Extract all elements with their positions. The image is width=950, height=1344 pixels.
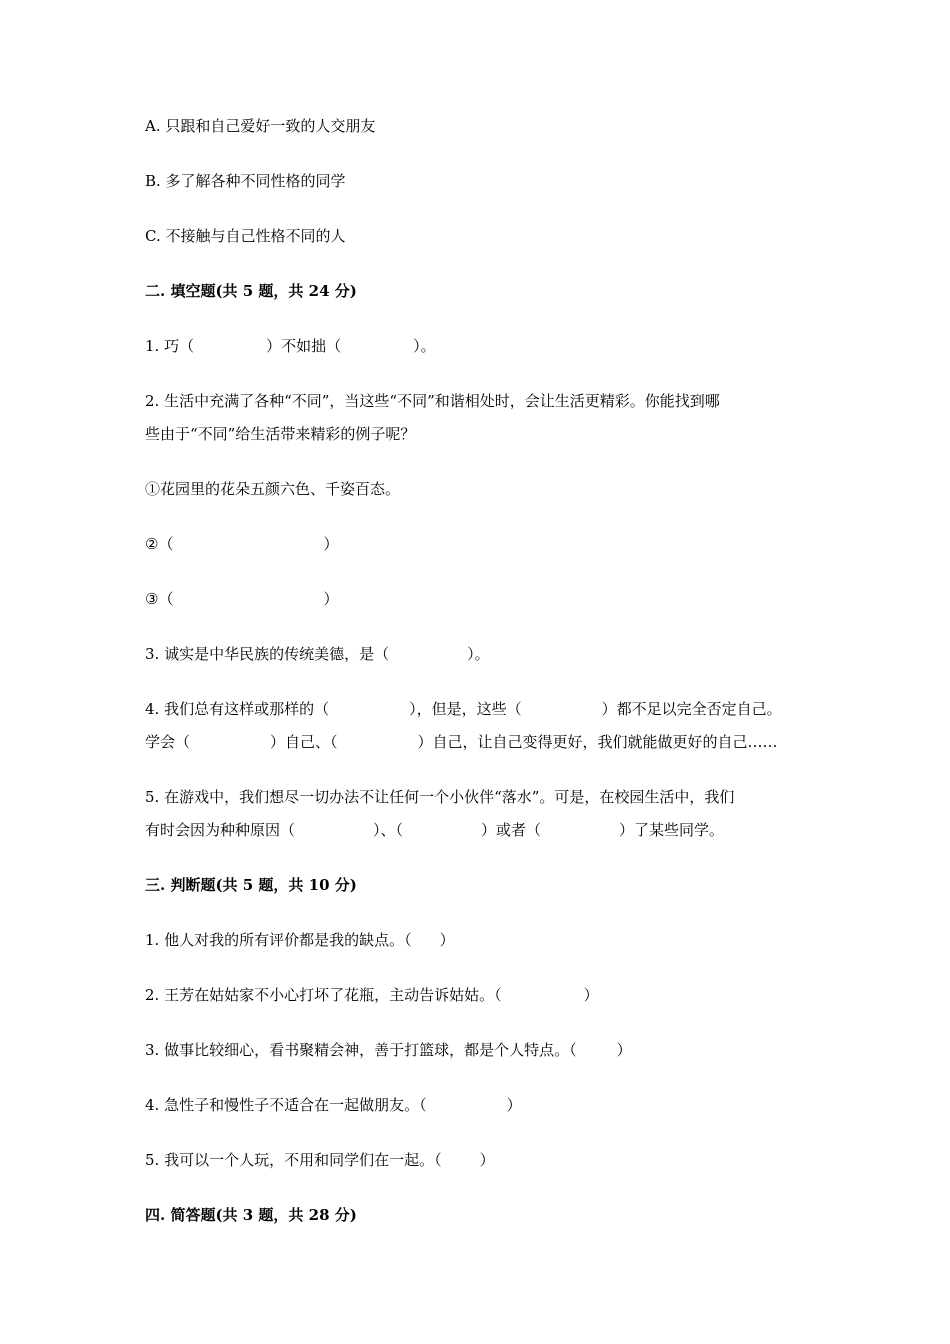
q5-part4: ）了某些同学。 (619, 821, 725, 839)
answer-blank (173, 603, 323, 604)
option-a: A. 只跟和自己爱好一致的人交朋友 (145, 117, 376, 135)
q5-part2: ）、（ (373, 821, 404, 839)
answer-blank (577, 1054, 617, 1055)
answer-blank (522, 713, 602, 714)
fill-question-3 (145, 645, 490, 663)
example-2-close: ） (323, 535, 339, 553)
q4-part1: 4. 我们总有这样或那样的（ (145, 700, 330, 718)
answer-blank (502, 999, 584, 1000)
judge-3-close: ） (616, 1041, 632, 1059)
judge-question-5 (145, 1151, 495, 1169)
option-b: B. 多了解各种不同性格的同学 (145, 172, 346, 190)
fill-question-1 (145, 337, 436, 355)
answer-blank (338, 746, 418, 747)
option-c: C. 不接触与自己性格不同的人 (145, 227, 346, 245)
section-2-heading: 二. 填空题(共 5 题，共 24 分) (145, 282, 357, 300)
judge-question-1 (145, 931, 455, 949)
example-3 (145, 590, 338, 608)
q5-part1: 有时会因为种种原因（ (145, 821, 296, 839)
fill-question-2-line1: 2. 生活中充满了各种“不同”，当这些“不同”和谐相处时，会让生活更精彩。你能找到哪 (145, 392, 720, 410)
answer-blank (442, 1164, 480, 1165)
judge-1-close: ） (439, 931, 455, 949)
q4-part4: 学会（ (145, 733, 191, 751)
answer-blank (295, 834, 373, 835)
judge-question-4 (145, 1096, 522, 1114)
answer-blank (329, 713, 409, 714)
example-3-open: ③（ (145, 590, 174, 608)
judge-3-text: 3. 做事比较细心，看书聚精会神，善于打篮球，都是个人特点。（ (145, 1041, 577, 1059)
judge-1-text: 1. 他人对我的所有评价都是我的缺点。（ (145, 931, 412, 949)
fill-question-5-line1: 5. 在游戏中，我们想尽一切办法不让任何一个小伙伴“落水”。可是，在校园生活中，我们 (145, 788, 735, 806)
example-2-open: ②（ (145, 535, 174, 553)
q5-part3: ）或者（ (481, 821, 542, 839)
answer-blank (173, 548, 323, 549)
fill-question-5-line2 (145, 821, 724, 839)
judge-5-text: 5. 我可以一个人玩，不用和同学们在一起。（ (145, 1151, 442, 1169)
answer-blank (341, 350, 413, 351)
section-3-heading: 三. 判断题(共 5 题，共 10 分) (145, 876, 357, 894)
q4-part2: ），但是，这些（ (409, 700, 522, 718)
q4-part6: ）自己，让自己变得更好，我们就能做更好的自己…… (417, 733, 778, 751)
fill-question-4-line2 (145, 733, 778, 751)
q4-part3: ）都不足以完全否定自己。 (601, 700, 782, 718)
answer-blank (427, 1109, 507, 1110)
answer-blank (541, 834, 619, 835)
answer-blank (194, 350, 266, 351)
judge-4-text: 4. 急性子和慢性子不适合在一起做朋友。（ (145, 1096, 427, 1114)
answer-blank (190, 746, 270, 747)
judge-5-close: ） (479, 1151, 495, 1169)
q1-part1: 1. 巧（ (145, 337, 195, 355)
example-3-close: ） (323, 590, 339, 608)
answer-blank (403, 834, 481, 835)
fill-question-4-line1 (145, 700, 782, 718)
judge-4-close: ） (506, 1096, 522, 1114)
answer-blank (389, 658, 467, 659)
q4-part5: ）自己、（ (270, 733, 338, 751)
q1-part2: ）不如拙（ (266, 337, 342, 355)
example-2 (145, 535, 338, 553)
judge-2-close: ） (583, 986, 599, 1004)
example-1: ①花园里的花朵五颜六色、千姿百态。 (145, 480, 401, 498)
section-4-heading: 四. 简答题(共 3 题，共 28 分) (145, 1206, 357, 1224)
q3-part2: ）。 (467, 645, 490, 663)
answer-blank (412, 944, 440, 945)
q1-part3: ）。 (413, 337, 436, 355)
q3-part1: 3. 诚实是中华民族的传统美德，是（ (145, 645, 390, 663)
judge-question-3 (145, 1041, 632, 1059)
fill-question-2-line2: 些由于“不同”给生活带来精彩的例子呢？ (145, 425, 416, 443)
judge-question-2 (145, 986, 599, 1004)
judge-2-text: 2. 王芳在姑姑家不小心打坏了花瓶，主动告诉姑姑。（ (145, 986, 502, 1004)
